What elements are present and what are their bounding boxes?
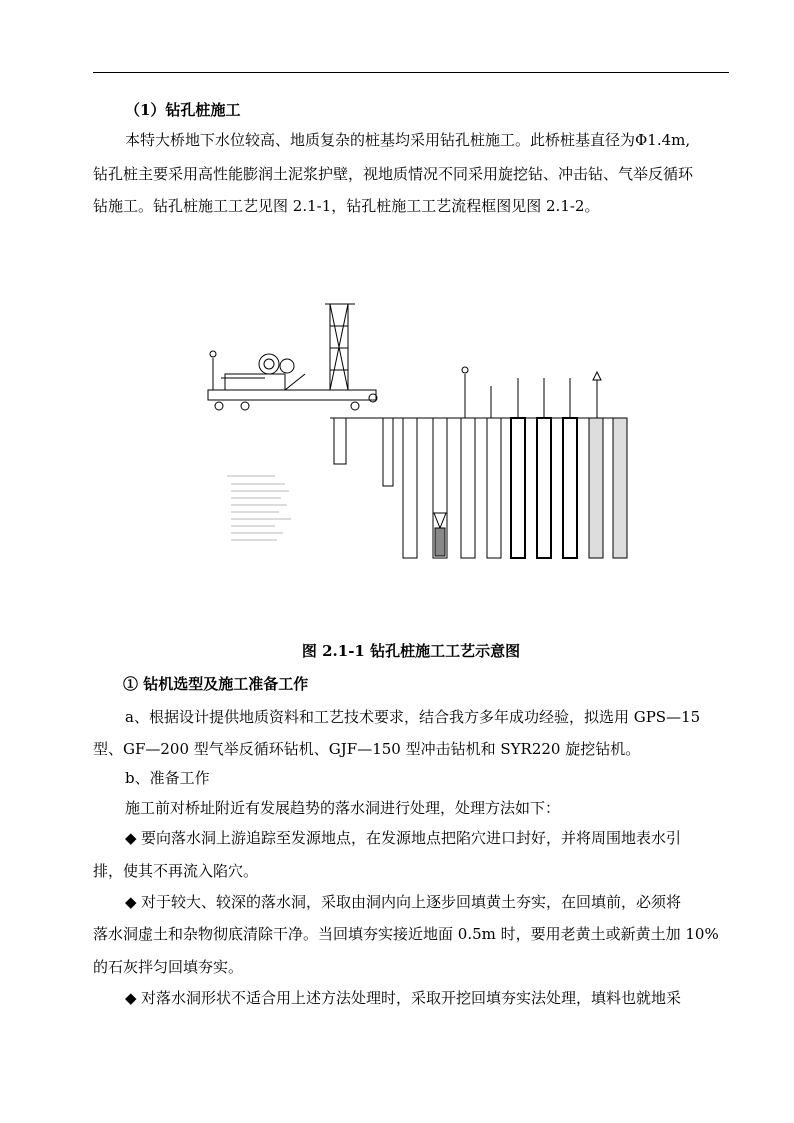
bullet-1-line-2: 排，使其不再流入陷穴。 <box>93 862 259 880</box>
bullet-symbol-1: ◆ <box>125 829 137 847</box>
bullet-2-line-2: 落水洞虚土和杂物彻底清除干净。当回填夯实接近地面 0.5m 时，要用老黄土或新黄土加 10% <box>93 925 719 943</box>
bullet-2-text-1: 对于较大、较深的落水洞，采取由洞内向上逐步回填黄土夯实，在回填前，必须将 <box>141 893 682 911</box>
intro-line-2: 钻孔桩主要采用高性能膨润土泥浆护壁，视地质情况不同采用旋挖钻、冲击钻、气举反循环 <box>93 165 694 183</box>
b-intro: 施工前对桥址附近有发展趋势的落水洞进行处理，处理方法如下： <box>125 799 561 817</box>
drilled-pile-diagram <box>205 298 635 580</box>
b-label: b、准备工作 <box>125 769 210 787</box>
bullet-1-line-1 <box>93 828 761 848</box>
a-line-2: 型、GF—200 型气举反循环钻机、GJF—150 型冲击钻机和 SYR220 旋挖钻机。 <box>93 740 641 758</box>
diagram-legend <box>227 476 291 540</box>
a-line-1: a、根据设计提供地质资料和工艺技术要求，结合我方多年成功经验，拟选用 GPS—15 <box>125 708 701 726</box>
figure-caption: 图 2.1-1 钻孔桩施工工艺示意图 <box>301 642 521 660</box>
bullet-2-line-3: 的石灰拌匀回填夯实。 <box>93 958 244 976</box>
section-heading: （1）钻孔桩施工 <box>125 101 241 119</box>
pile-sequence <box>383 367 627 558</box>
bullet-1-text-1: 要向落水洞上游追踪至发源地点，在发源地点把陷穴进口封好，并将周围地表水引 <box>141 829 682 847</box>
bullet-3-line-1 <box>93 988 761 1008</box>
intro-line-1: 本特大桥地下水位较高、地质复杂的桩基均采用钻孔桩施工。此桥桩基直径为Φ1.4m, <box>125 131 691 149</box>
header-rule <box>93 72 729 73</box>
bullet-symbol-2: ◆ <box>125 893 137 911</box>
bullet-symbol-3: ◆ <box>125 989 137 1007</box>
intro-line-3: 钻施工。钻孔桩施工工艺见图 2.1-1，钻孔桩施工工艺流程框图见图 2.1-2。 <box>93 197 600 215</box>
bullet-3-text-1: 对落水洞形状不适合用上述方法处理时，采取开挖回填夯实法处理，填料也就地采 <box>141 989 682 1007</box>
bullet-2-line-1 <box>93 892 761 912</box>
drill-rig-drawing <box>208 304 377 464</box>
subsection-heading: ① 钻机选型及施工准备工作 <box>123 675 309 693</box>
